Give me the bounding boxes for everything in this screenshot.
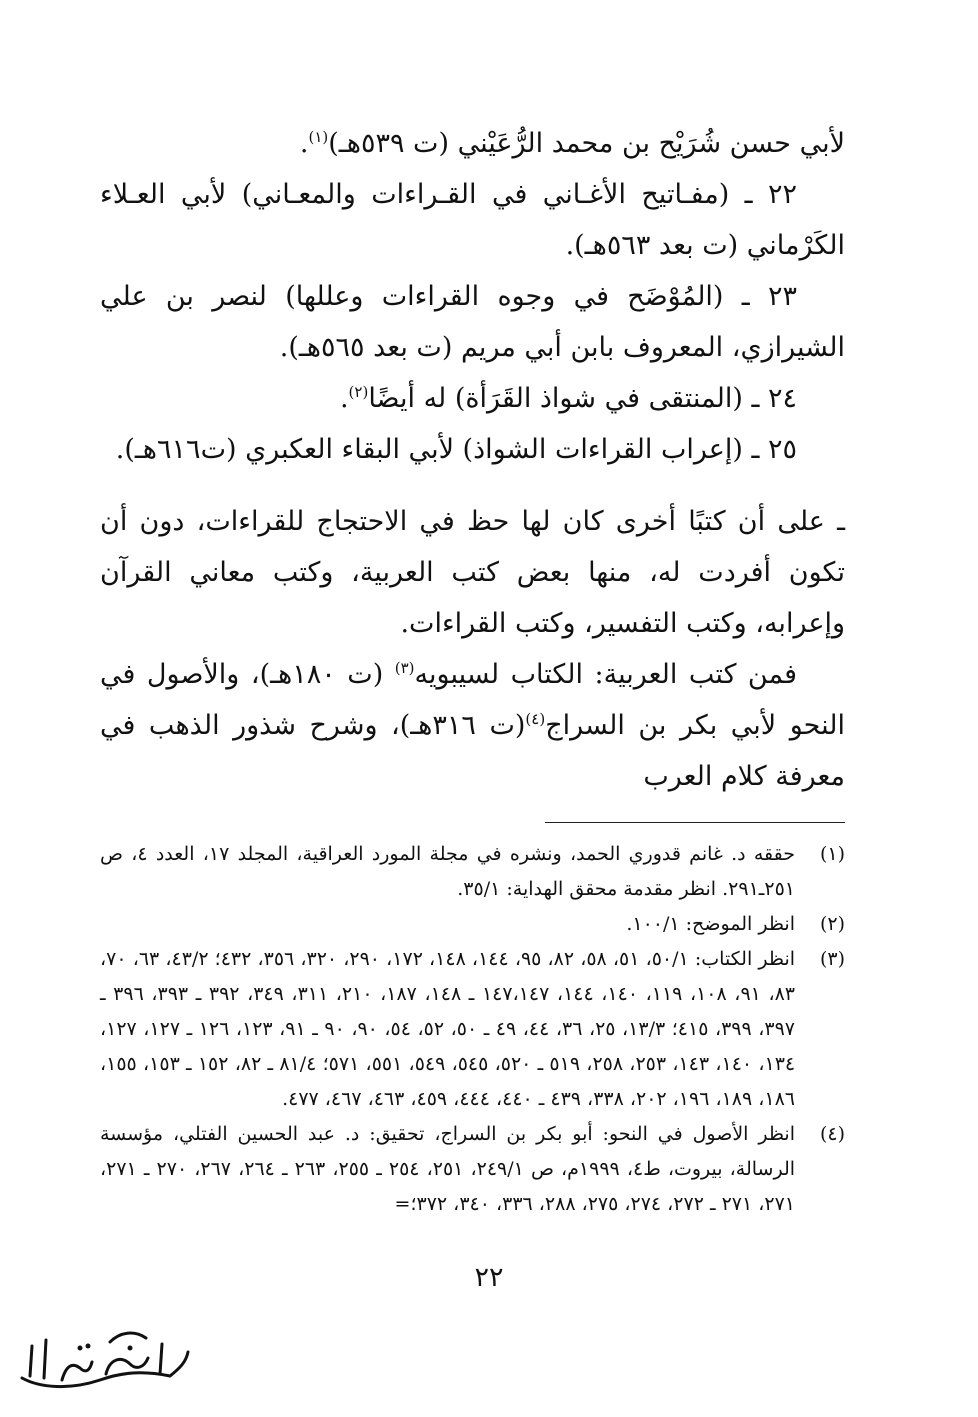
footnote-ref-4[interactable]: (٤) <box>525 710 546 728</box>
footnotes <box>100 837 845 1222</box>
footnote-number: (١) <box>819 843 845 865</box>
text-line-1 <box>100 118 845 169</box>
text-span: لأبي حسن شُرَيْح بن محمد الرُّعَيْني (ت ٥٣٩هـ) <box>328 128 845 159</box>
footnote-number: (٢) <box>819 913 845 935</box>
footnote-2 <box>100 907 845 942</box>
footnote-number: (٣) <box>819 948 845 970</box>
page-number: ٢٢ <box>474 1262 504 1293</box>
footnote-4 <box>100 1117 845 1222</box>
paragraph-1: ـ على أن كتبًا أخرى كان لها حظ في الاحتجاج للقراءات، دون أن تكون أفردت له، منها بعض كتب العربية، وكتب معاني القرآن وإعرابه، وكتب التفسير، وكتب القراءات. <box>100 506 845 639</box>
list-item-22: ٢٢ ـ (مفـاتيح الأغـاني في القـراءات والمعـاني) لأبي العـلاء الكَرْماني (ت بعد ٥٦٣هـ). <box>100 179 845 261</box>
text-span: . <box>339 383 349 414</box>
paragraph-2 <box>100 649 845 802</box>
footnote-text: حققه د. غانم قدوري الحمد، ونشره في مجلة المورد العراقية، المجلد ١٧، العدد ٤، ص ٢٥١ـ٢٩١. انظر مقدمة محقق الهداية: ٣٥/١. <box>100 843 795 900</box>
footnote-text: انظر الكتاب: ٥٠/١، ٥١، ٥٨، ٨٢، ٩٥، ١٤٤، ١٤٨، ١٧٢، ٢٩٠، ٣٢٠، ٣٥٦، ٤٣٢؛ ٤٣/٢، ٦٣، ٧٠، ٨٣، ٩١، ١٠٨، ١١٩، ١٤٠، ١٤٤، ١٤٧،١٤٧ ـ ١٤٨، ١٨٧، ٢١٠، ٣١١، ٣٤٩، ٣٩٢ ـ ٣٩٣، ٣٩٦ ـ ٣٩٧، ٣٩٩، ٤١٥؛ ١٣/٣، ٢٥، ٣٦، ٤٤، ٤٩ ـ ٥٠، ٥٢، ٥٤، ٩٠، ٩٠ ـ ٩١، ١٢٣، ١٢٦ ـ ١٢٧، ١٢٧، ١٣٤، ١٤٠، ١٤٣، ٢٥٣، ٢٥٨، ٥١٩ ـ ٥٢٠، ٥٤٥، ٥٤٩، ٥٥١، ٥٧١؛ ٨١/٤ ـ ٨٢، ١٥٢ ـ ١٥٣، ١٥٥، ١٨٦، ١٨٩، ١٩٦، ٢٠٢، ٣٣٨، ٤٣٩ ـ ٤٤٠، ٤٤٤، ٤٥٩، ٤٦٣، ٤٦٧، ٤٧٧. <box>100 948 796 1110</box>
footnote-number: (٤) <box>819 1123 845 1145</box>
list-item-24 <box>100 373 845 424</box>
text-span: فمن كتب العربية: الكتاب لسيبويه <box>414 659 798 690</box>
footnote-text: انظر الأصول في النحو: أبو بكر بن السراج، تحقيق: د. عبد الحسين الفتلي، مؤسسة الرسالة، بيروت، ط٤، ١٩٩٩م، ص ٢٤٩/١، ٢٥١، ٢٥٤ ـ ٢٥٥، ٢٦٣ ـ ٢٦٤، ٢٦٧، ٢٧٠ ـ ٢٧١، ٢٧١، ٢٧١ ـ ٢٧٢، ٢٧٤، ٢٧٥، ٢٨٨، ٣٣٦، ٣٤٠، ٣٧٢؛= <box>100 1123 796 1215</box>
list-item-25: ٢٥ ـ (إعراب القراءات الشواذ) لأبي البقاء العكبري (ت٦١٦هـ). <box>115 434 797 465</box>
footnote-ref-1[interactable]: (١) <box>308 128 329 146</box>
footnote-3 <box>100 942 845 1117</box>
text-span: ٢٤ ـ (المنتقى في شواذ القَرَأة) له أيضًا <box>368 383 797 414</box>
footnote-ref-2[interactable]: (٢) <box>348 383 369 401</box>
footnote-ref-3[interactable]: (٣) <box>394 659 415 677</box>
text-span: (ت ٣١٦هـ)، وشرح شذور الذهب في معرفة كلام العرب <box>100 710 845 792</box>
footnote-text: انظر الموضح: ١٠٠/١. <box>626 913 795 935</box>
text-span: . <box>299 128 309 159</box>
main-text <box>100 118 845 802</box>
list-item-23: ٢٣ ـ (المُوْضَح في وجوه القراءات وعللها) لنصر بن علي الشيرازي، المعروف بابن أبي مريم (ت بعد ٥٦٥هـ). <box>100 281 845 363</box>
calligraphy-logo-icon <box>10 1318 200 1406</box>
footnote-divider <box>545 822 845 823</box>
page-content <box>100 118 845 1222</box>
text-span: (ت ١٨٠هـ)، والأصول في النحو لأبي بكر بن السراج <box>100 659 845 741</box>
footnote-1 <box>100 837 845 907</box>
